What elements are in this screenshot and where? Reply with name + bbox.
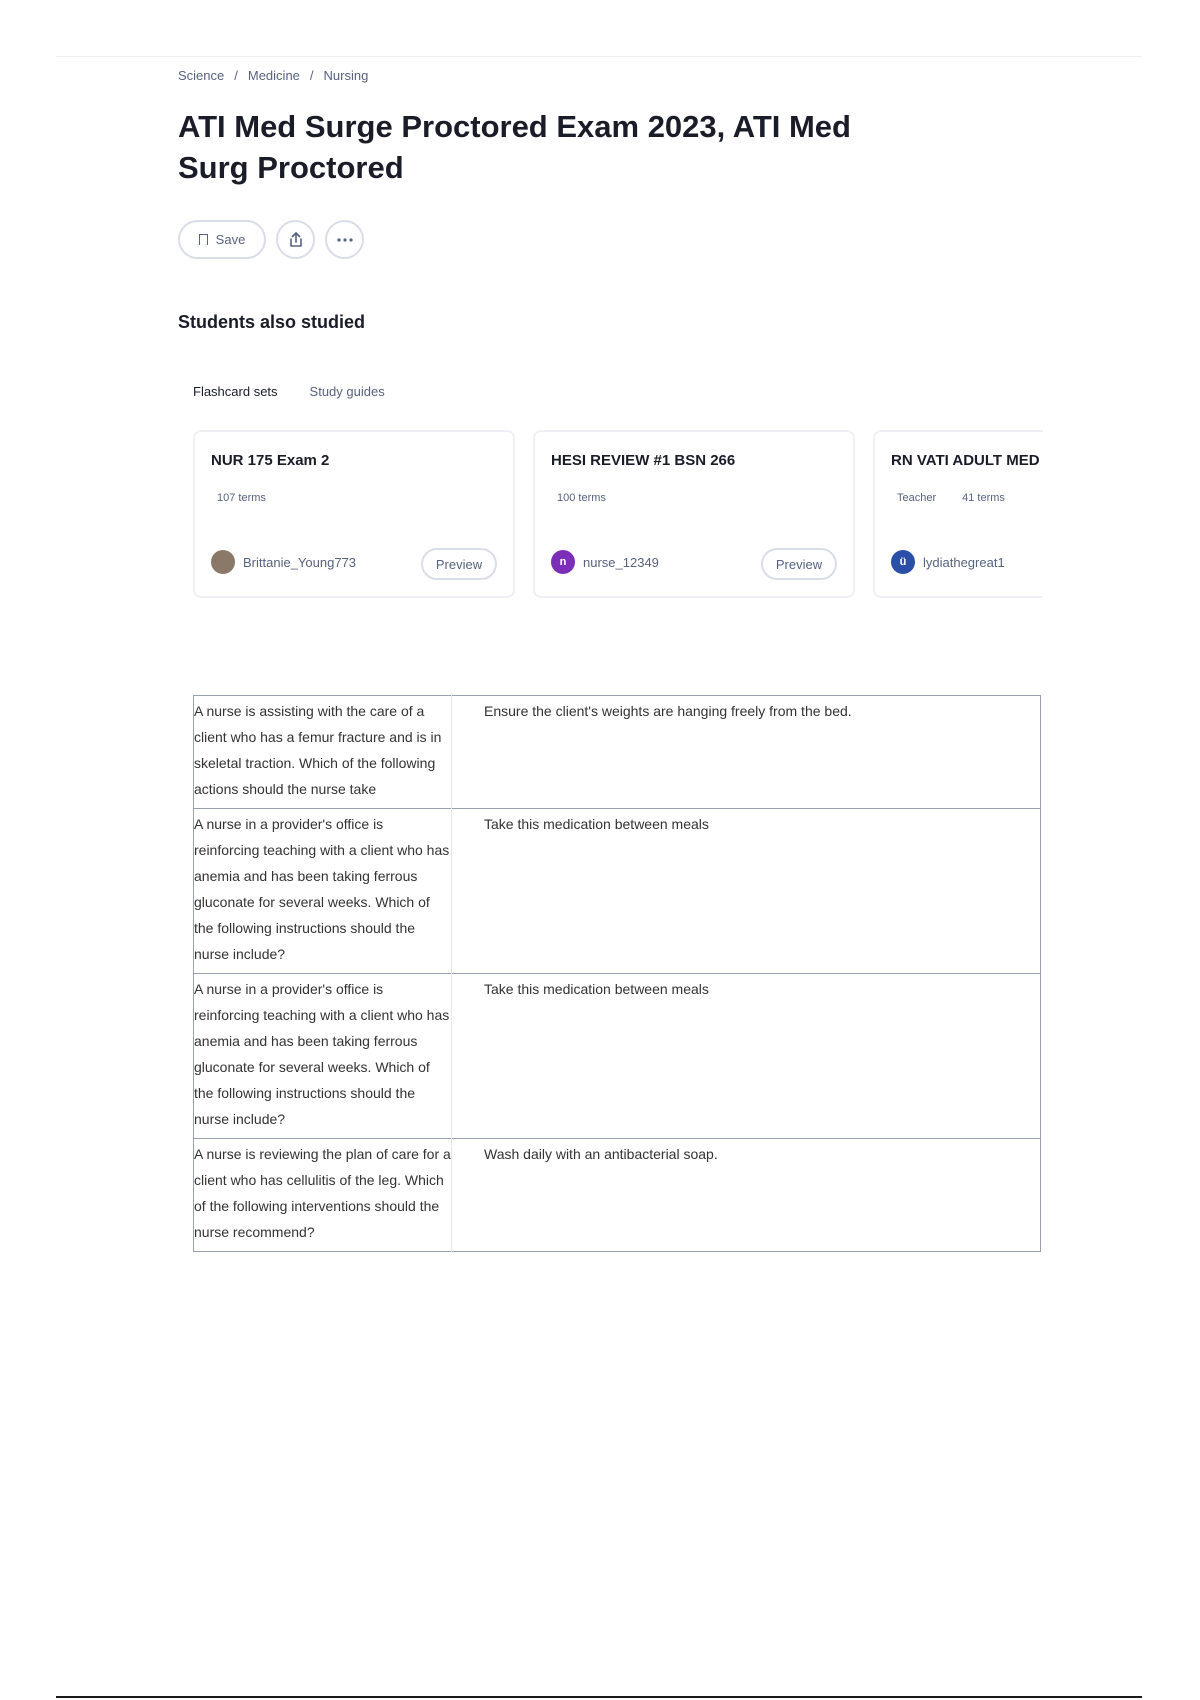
students-also-studied-heading: Students also studied	[178, 312, 366, 332]
flashcard-table	[193, 695, 1041, 1252]
card-author[interactable]	[211, 550, 356, 574]
save-button[interactable]	[178, 220, 266, 259]
study-set-card[interactable]	[533, 430, 855, 598]
card-author[interactable]	[551, 550, 659, 574]
avatar	[211, 550, 235, 574]
more-icon	[336, 237, 354, 243]
table-row	[194, 696, 1041, 809]
breadcrumb-science[interactable]: Science	[178, 68, 225, 83]
card-meta	[217, 492, 266, 504]
definition-cell: Take this medication between meals	[484, 816, 709, 832]
study-set-card[interactable]	[873, 430, 1043, 598]
card-terms: 41 terms	[962, 492, 1005, 504]
top-divider	[56, 56, 1142, 57]
card-title: HESI REVIEW #1 BSN 266	[551, 452, 736, 469]
teacher-badge: Teacher	[897, 492, 937, 504]
table-row	[194, 1139, 1041, 1252]
save-label: Save	[215, 232, 246, 247]
breadcrumb-nursing[interactable]: Nursing	[323, 68, 369, 83]
breadcrumb	[178, 68, 368, 83]
study-set-card[interactable]	[193, 430, 515, 598]
card-title: NUR 175 Exam 2	[211, 452, 330, 469]
term-cell: A nurse in a provider's office is reinforcing teaching with a client who has anemia and has been taking ferrous gluconate for several weeks. Which of the following instructions should the nurse include?	[194, 809, 452, 974]
tab-study-guides[interactable]: Study guides	[309, 384, 385, 399]
action-bar	[178, 220, 364, 259]
breadcrumb-medicine[interactable]: Medicine	[247, 68, 300, 83]
breadcrumb-separator: /	[309, 68, 314, 83]
study-set-carousel	[193, 430, 1043, 600]
author-name: Brittanie_Young773	[243, 554, 357, 570]
card-meta	[557, 492, 606, 504]
card-terms: 100 terms	[557, 492, 606, 504]
definition-cell: Ensure the client's weights are hanging freely from the bed.	[484, 703, 852, 719]
share-button[interactable]	[276, 220, 315, 259]
author-name: lydiathegreat1	[923, 554, 1005, 570]
definition-cell: Wash daily with an antibacterial soap.	[484, 1146, 718, 1162]
table-row	[194, 974, 1041, 1139]
bookmark-icon	[199, 234, 208, 245]
table-row	[194, 809, 1041, 974]
breadcrumb-separator: /	[234, 68, 238, 83]
card-title: RN VATI ADULT MED	[891, 452, 1040, 469]
page-title: ATI Med Surge Proctored Exam 2023, ATI Med Surg Proctored	[178, 109, 851, 185]
term-cell: A nurse is reviewing the plan of care for a client who has cellulitis of the leg. Which of the following interventions should the nurse recommend?	[194, 1139, 452, 1252]
definition-cell: Take this medication between meals	[484, 981, 709, 997]
share-icon	[287, 231, 305, 249]
tab-flashcard-sets[interactable]: Flashcard sets	[193, 384, 278, 399]
card-author[interactable]	[891, 550, 1005, 574]
card-meta	[897, 492, 1005, 504]
term-cell: A nurse is assisting with the care of a client who has a femur fracture and is in skeletal traction. Which of the following actions should the nurse take	[194, 696, 452, 809]
term-cell: A nurse in a provider's office is reinforcing teaching with a client who has anemia and has been taking ferrous gluconate for several weeks. Which of the following instructions should the nurse include?	[194, 974, 452, 1139]
bottom-divider	[56, 1696, 1142, 1698]
preview-button[interactable]: Preview	[421, 548, 497, 580]
more-options-button[interactable]	[325, 220, 364, 259]
preview-button[interactable]: Preview	[761, 548, 837, 580]
avatar: n	[551, 550, 575, 574]
author-name: nurse_12349	[583, 554, 659, 570]
card-terms: 107 terms	[217, 492, 266, 504]
avatar: ü	[891, 550, 915, 574]
study-tabs	[193, 384, 385, 399]
